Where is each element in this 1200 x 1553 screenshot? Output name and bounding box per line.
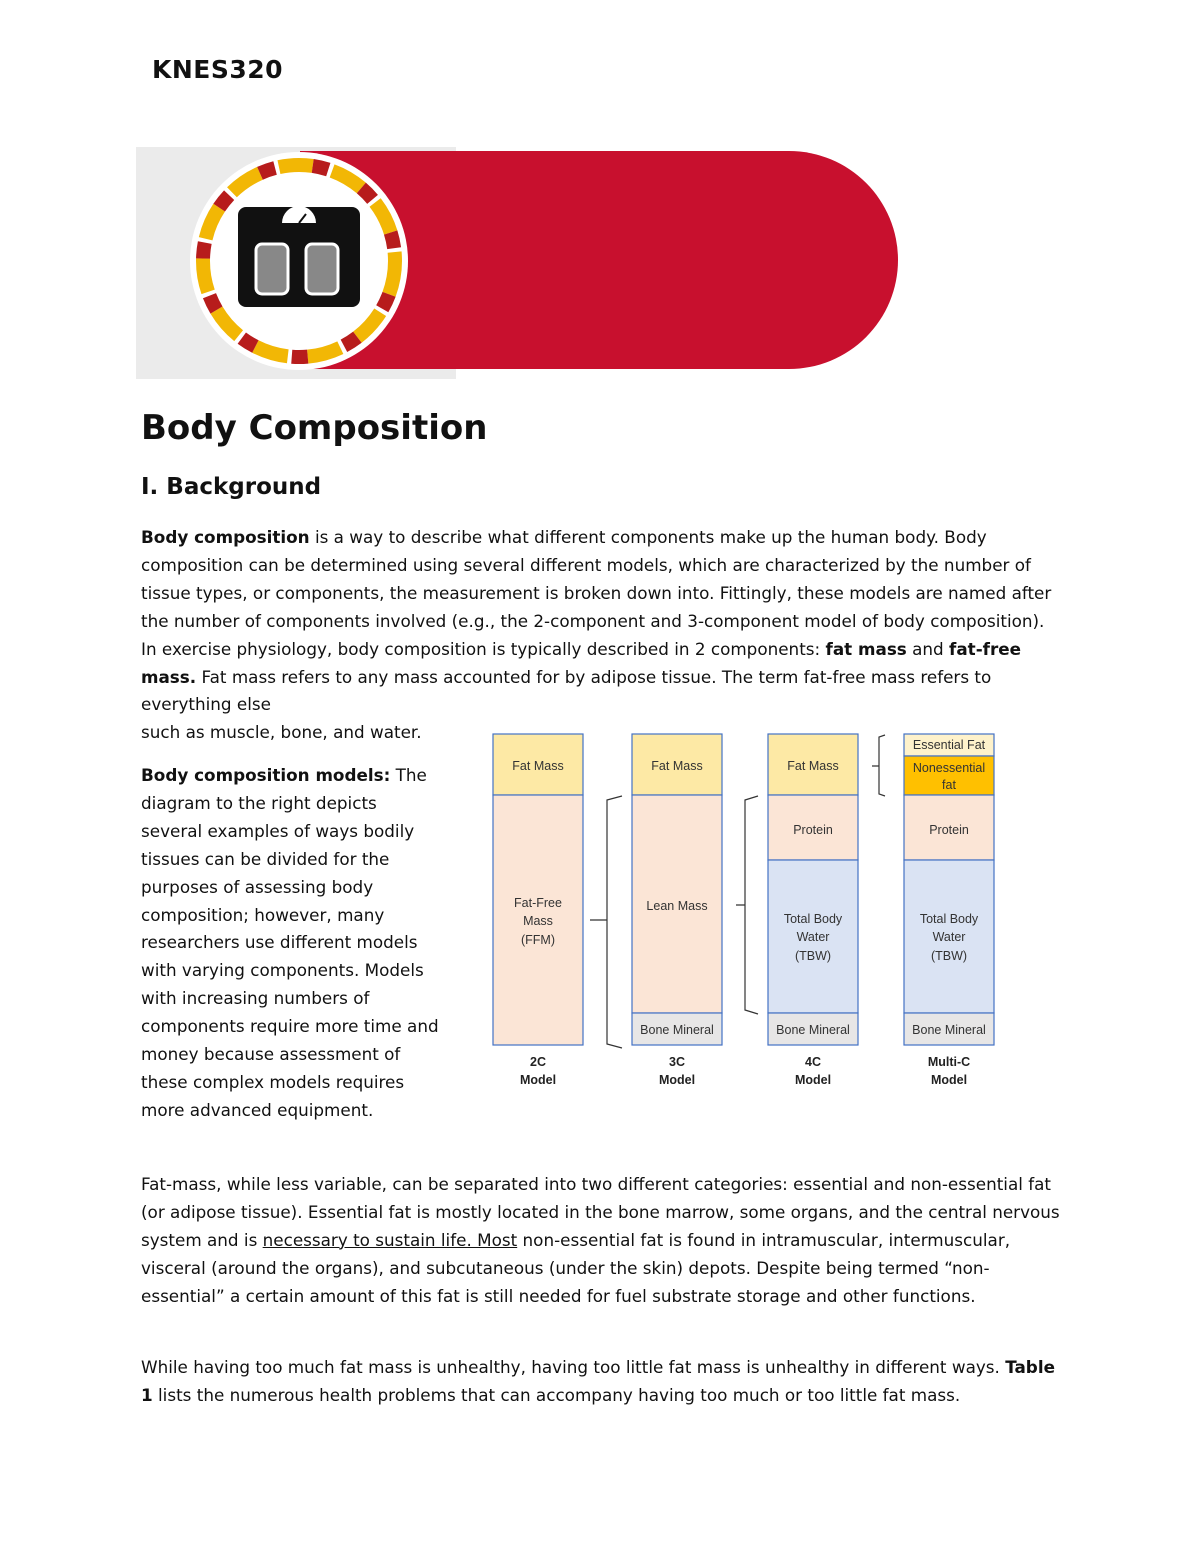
underlined-text: necessary to sustain life. Most (262, 1229, 518, 1250)
term-body-composition: Body composition (141, 527, 310, 547)
label-ffm-3: (FFM) (520, 933, 556, 947)
bracket-3c-4c (736, 796, 758, 1014)
term-fat-mass: fat mass (825, 638, 907, 659)
text: While having too much fat mass is unhealthy, having too little fat mass is unhealthy in different ways. (141, 1357, 1006, 1377)
term-fat-free-mass: fat-free mass. (141, 638, 1021, 687)
bracket-4c-multic (872, 735, 885, 796)
model-label-multi-c: Multi-C (927, 1055, 971, 1069)
label-lean-mass: Lean Mass (646, 899, 708, 913)
label-essential-fat: Essential Fat (912, 738, 986, 752)
scale-logo-icon (190, 152, 408, 370)
model-3c (632, 734, 722, 1087)
text: and (906, 638, 950, 659)
label-ffm-1: Fat-Free (514, 896, 562, 910)
model-label-3c-sub: Model (658, 1073, 696, 1087)
section-heading: I. Background (141, 474, 322, 500)
background-paragraph (141, 524, 1061, 719)
text: non-essential fat is found in intramuscular, intermuscular, visceral (around the organs), and subcutaneous (under the skin) depots. Despite being termed “non-essential” a certain amount of this fat is still needed for fuel substrate storage and other functions. (141, 1229, 1011, 1306)
models-paragraph (141, 762, 441, 1125)
model-label-3c: 3C (669, 1055, 685, 1069)
text: The diagram to the right depicts several examples of ways bodily tissues can be divided for the purposes of assessing body composition; however, many researchers use different models with varying components. Models with increasing numbers of components require more time and money because assessment of these complex models requires more advanced equipment. (141, 765, 439, 1120)
label-ffm-2: Mass (523, 914, 553, 928)
model-label-2c: 2C (530, 1055, 546, 1069)
model-label-4c: 4C (805, 1055, 821, 1069)
model-label-4c-sub: Model (794, 1073, 832, 1087)
label-bone-mineral: Bone Mineral (912, 1023, 986, 1037)
label-tbw-1: Total Body (919, 912, 979, 926)
label-nonessential-2: fat (942, 778, 956, 792)
label-fat-mass: Fat Mass (787, 759, 839, 773)
label-bone-mineral: Bone Mineral (640, 1023, 714, 1037)
label-tbw-2: Water (932, 930, 966, 944)
text: Fat mass refers to any mass accounted for by adipose tissue. The term fat-free mass refers to everything else (141, 666, 992, 715)
label-bone-mineral: Bone Mineral (776, 1023, 850, 1037)
table-reference: Table 1 (141, 1357, 1055, 1405)
health-paragraph (141, 1354, 1061, 1410)
label-tbw-2: Water (796, 930, 830, 944)
model-label-2c-sub: Model (519, 1073, 557, 1087)
background-paragraph-end: such as muscle, bone, and water. (141, 722, 422, 742)
bracket-2c-3c (590, 796, 622, 1048)
label-fat-mass: Fat Mass (651, 759, 703, 773)
model-multi-c (904, 734, 994, 1087)
label-protein: Protein (793, 823, 833, 837)
text: lists the numerous health problems that can accompany having too much or too little fat mass. (152, 1384, 961, 1405)
model-label-multi-c-sub: Model (930, 1073, 968, 1087)
label-nonessential-1: Nonessential (912, 761, 986, 775)
text: is a way to describe what different components make up the human body. Body composition can be determined using several different models, which are characterized by the number of tissue types, or components, the measurement is broken down into. Fittingly, these models are named after the number of components involved (e.g., the 2-component and 3-component model of body composition). In exercise physiology, body composition is typically described in 2 components: (141, 527, 1052, 659)
label-tbw-3: (TBW) (794, 949, 832, 963)
model-2c (493, 734, 583, 1087)
fat-mass-paragraph (141, 1171, 1061, 1311)
label-tbw-3: (TBW) (930, 949, 968, 963)
course-code: KNES320 (152, 55, 284, 84)
page-title: Body Composition (141, 408, 488, 448)
body-composition-models-diagram (480, 730, 1020, 1100)
text: Fat-mass, while less variable, can be separated into two different categories: essential and non-essential fat (or adipose tissue). Essential fat is mostly located in the bone marrow, some organs, and the central nervous system and is (141, 1174, 1060, 1250)
term-models: Body composition models: (141, 765, 391, 785)
label-fat-mass: Fat Mass (512, 759, 564, 773)
label-tbw-1: Total Body (783, 912, 843, 926)
model-4c (768, 734, 858, 1087)
label-protein: Protein (929, 823, 969, 837)
